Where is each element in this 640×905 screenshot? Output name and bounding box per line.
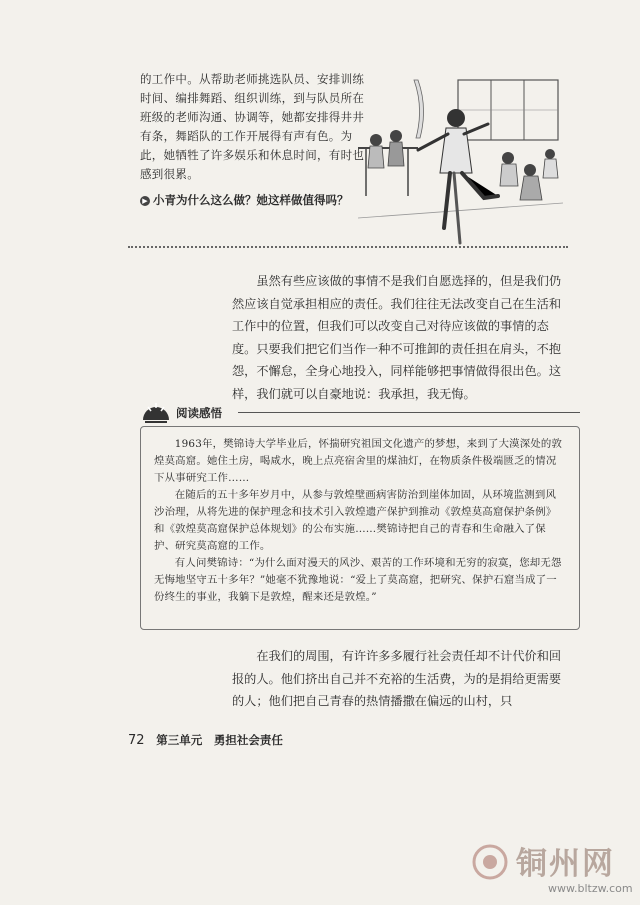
dance-practice-illustration [358, 78, 563, 248]
reading-label: 阅读感悟 [176, 406, 222, 420]
reading-content [154, 436, 566, 606]
page-footer [128, 732, 283, 748]
unit-title: 勇担社会责任 [213, 733, 283, 747]
watermark [430, 838, 635, 902]
watermark-url: www.bltzw.com [548, 882, 633, 895]
story-paragraph: 的工作中。从帮助老师挑选队员、安排训练时间、编排舞蹈、组织训练，到与队员所在班级的老师沟通、协调等，她都安排得井井有条，舞蹈队的工作开展得有声有色。为此，她牺牲了许多娱乐和休息时间，有时也感到很累。 [140, 72, 365, 181]
question-text: 小青为什么这么做？她这样做值得吗？ [153, 193, 349, 207]
reading-paragraph: 有人问樊锦诗：“为什么面对漫天的风沙、艰苦的工作环境和无穷的寂寞，您却无怨无悔地坚守五十多年？”她毫不犹豫地说：“爱上了莫高窟，把研究、保护石窟当成了一份终生的事业，我躺下是敦煌，醒来还是敦煌。” [154, 557, 562, 603]
page-number: 72 [128, 733, 145, 748]
sunrise-icon [140, 400, 172, 424]
section-divider [128, 246, 568, 248]
discussion-question [140, 192, 355, 209]
unit-label: 第三单元 [156, 733, 203, 747]
reading-paragraph: 在随后的五十多年岁月中，从参与敦煌壁画病害防治到崖体加固，从环境监测到风沙治理，从将先进的保护理念和技术引入敦煌遗产保护到推动《敦煌莫高窟保护条例》和《敦煌莫高窟保护总体规划》的公布实施……樊锦诗把自己的青春和生命融入了保护、研究莫高窟的工作。 [154, 489, 557, 552]
reading-header-rule [238, 412, 580, 413]
reading-paragraph: 1963年，樊锦诗大学毕业后，怀揣研究祖国文化遗产的梦想，来到了大漠深处的敦煌莫高窟。她住土房，喝咸水，晚上点亮宿舍里的煤油灯，在物质条件极端匮乏的情况下从事研究工作…… [154, 438, 563, 484]
question-icon: ▶ [140, 196, 150, 206]
main-paragraph-2: 在我们的周围，有许许多多履行社会责任却不计代价和回报的人。他们挤出自己并不充裕的生活费，为的是捐给更需要的人；他们把自己青春的热情播撒在偏远的山村，只 [232, 649, 562, 708]
watermark-logo-icon [470, 842, 510, 882]
main-paragraph-1: 虽然有些应该做的事情不是我们自愿选择的，但是我们仍然应该自觉承担相应的责任。我们往往无法改变自己在生活和工作中的位置，但我们可以改变自己对待应该做的事情的态度。只要我们把它们当作一种不可推卸的责任担在肩头，不抱怨，不懈怠，全身心地投入，同样能够把事情做得很出色。这样，我们就可以自豪地说：我承担，我无悔。 [232, 274, 562, 401]
watermark-text: 铜州网 [516, 846, 615, 882]
reading-header [140, 400, 580, 426]
